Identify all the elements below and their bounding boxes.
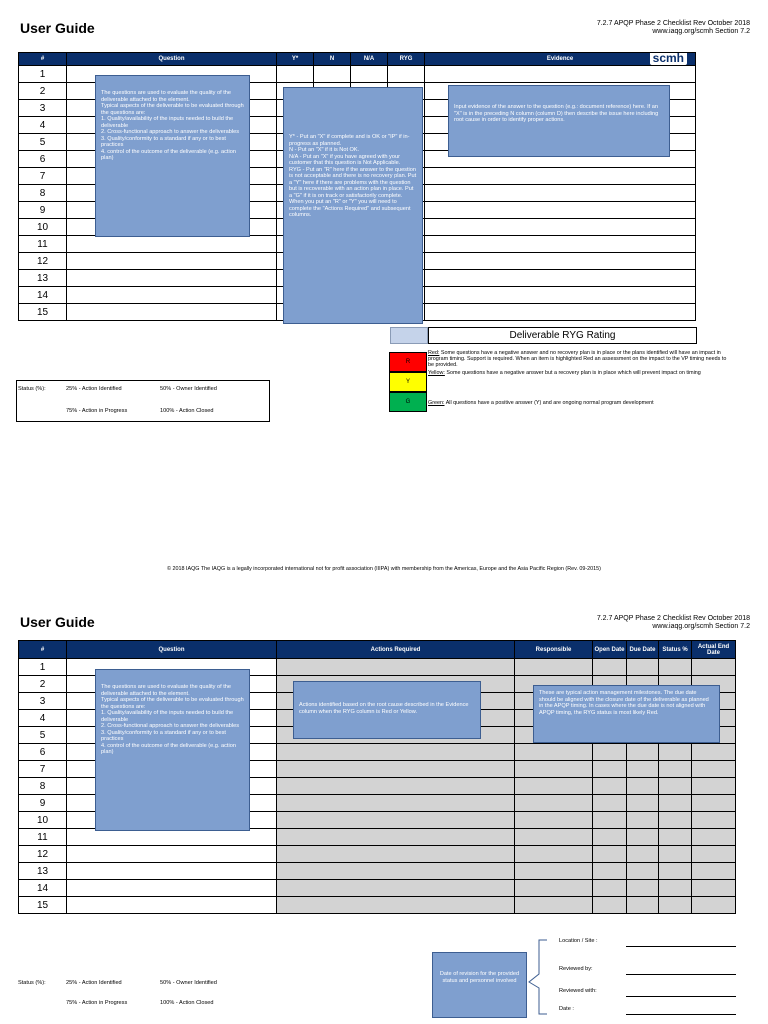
cell-evidence[interactable] [425,168,696,185]
cell-responsible[interactable] [515,812,593,829]
deliverable-ryg-rating-label: Deliverable RYG Rating [428,327,697,344]
cell-status[interactable] [659,863,692,880]
row-number: 7 [19,761,67,778]
row-number: 5 [19,134,67,151]
date-field[interactable] [626,1014,736,1015]
cell-question[interactable] [67,236,277,253]
cell-responsible[interactable] [515,897,593,914]
cell-actions-required[interactable] [277,812,515,829]
cell-actual-end-date[interactable] [692,744,736,761]
header-number: # [19,53,67,66]
cell-evidence[interactable] [425,304,696,321]
header-question: Question [67,53,277,66]
cell-due-date[interactable] [627,897,659,914]
row-number: 6 [19,151,67,168]
legend-text-r: Red: Some questions have a negative answer and no recovery plan is in place or the plans identified will have an impact in program timing. Support is required. When an item is highlighted Red an assessment on the impact to the VP timing needs to be provided. [428,350,727,368]
cell-open-date[interactable] [593,846,627,863]
page1-ref-line1: 7.2.7 APQP Phase 2 Checklist Rev October 2018 [596,20,750,27]
cell-ryg[interactable] [388,66,425,83]
cell-question[interactable] [67,829,277,846]
callout-actions-help: Actions identified based on the root cause described in the Evidence column when the RYG column is Red or Yellow. [293,681,481,739]
cell-actions-required[interactable] [277,829,515,846]
row-number: 10 [19,812,67,829]
cell-actual-end-date[interactable] [692,812,736,829]
cell-question[interactable] [67,253,277,270]
page1-status-box [16,380,270,422]
action-row [19,880,736,897]
cell-responsible[interactable] [515,880,593,897]
row-number: 8 [19,778,67,795]
cell-actions-required[interactable] [277,863,515,880]
row-number: 2 [19,83,67,100]
cell-responsible[interactable] [515,761,593,778]
cell-due-date[interactable] [627,659,659,676]
reviewed-by-label: Reviewed by: [559,966,593,972]
action-row [19,897,736,914]
cell-due-date[interactable] [627,846,659,863]
cell-evidence[interactable] [425,219,696,236]
cell-question[interactable] [67,287,277,304]
cell-evidence[interactable] [425,66,696,83]
cell-status[interactable] [659,897,692,914]
legend-swatch-y: Y [389,372,427,392]
row-number: 9 [19,202,67,219]
cell-actual-end-date[interactable] [692,863,736,880]
callout-revision-help: Date of revision for the provided status and personnel involved [432,952,527,1018]
header-yes: Y* [277,53,314,66]
cell-responsible[interactable] [515,744,593,761]
row-number: 1 [19,66,67,83]
callout-milestones-help: These are typical action management milestones. The due date should be aligned with the closure date of the deliverable as planned in the APQP timing. In cases where the due date is not aligned with APQP timing, the RYG status is most likely Red. [533,685,720,743]
row-number: 1 [19,659,67,676]
cell-responsible[interactable] [515,863,593,880]
cell-question[interactable] [67,863,277,880]
row-number: 5 [19,727,67,744]
page2-ref-line1: 7.2.7 APQP Phase 2 Checklist Rev October 2018 [596,615,750,622]
cell-evidence[interactable] [425,236,696,253]
page2-status-25: 25% - Action Identified [66,980,122,986]
cell-actions-required[interactable] [277,761,515,778]
cell-actual-end-date[interactable] [692,846,736,863]
row-number: 4 [19,117,67,134]
page2-status-100: 100% - Action Closed [160,1000,214,1006]
date-label: Date : [559,1006,574,1012]
scmh-logo: scmh [650,53,687,66]
cell-status[interactable] [659,795,692,812]
row-number: 9 [19,795,67,812]
header2-due-date: Due Date [627,641,659,659]
row-number: 7 [19,168,67,185]
cell-actions-required[interactable] [277,897,515,914]
action-row [19,863,736,880]
header2-responsible: Responsible [515,641,593,659]
row-number: 3 [19,693,67,710]
cell-due-date[interactable] [627,795,659,812]
cell-evidence[interactable] [425,185,696,202]
action-row [19,846,736,863]
page2-status-label: Status (%): [18,980,46,986]
cell-due-date[interactable] [627,812,659,829]
cell-due-date[interactable] [627,863,659,880]
cell-responsible[interactable] [515,778,593,795]
cell-open-date[interactable] [593,897,627,914]
cell-due-date[interactable] [627,880,659,897]
row-number: 12 [19,253,67,270]
cell-question[interactable] [67,270,277,287]
cell-na[interactable] [351,66,388,83]
cell-actual-end-date[interactable] [692,897,736,914]
cell-open-date[interactable] [593,829,627,846]
cell-actual-end-date[interactable] [692,829,736,846]
header2-actions-required: Actions Required [277,641,515,659]
cell-evidence[interactable] [425,287,696,304]
cell-question[interactable] [67,897,277,914]
row-number: 12 [19,846,67,863]
location-site-label: Location / Site : [559,938,598,944]
cell-open-date[interactable] [593,812,627,829]
callout-questions-help: The questions are used to evaluate the quality of the deliverable attached to the element. Typical aspects of the deliverable to be evaluated through the questions are: 1. Quality/availability of the inputs needed to build the deliverable 2. Cross-functional approach to answer the deliverables 3. Quality/conformity to a standard if any or to best practices 4. control of the outcome of the deliverable (e.g. action plan) [95,75,250,237]
page1-ref-line2: www.iaqg.org/scmh Section 7.2 [652,28,750,35]
cell-actual-end-date[interactable] [692,795,736,812]
cell-status[interactable] [659,744,692,761]
cell-question[interactable] [67,304,277,321]
cell-status[interactable] [659,659,692,676]
reviewed-by-field[interactable] [626,974,736,975]
cell-responsible[interactable] [515,846,593,863]
cell-actions-required[interactable] [277,880,515,897]
cell-status[interactable] [659,829,692,846]
cell-evidence[interactable] [425,270,696,287]
cell-actions-required[interactable] [277,846,515,863]
row-number: 14 [19,880,67,897]
cell-status[interactable] [659,812,692,829]
cell-actions-required[interactable] [277,778,515,795]
review-bracket [527,938,549,1016]
action-row [19,829,736,846]
reviewed-with-label: Reviewed with: [559,988,597,994]
row-number: 11 [19,829,67,846]
row-number: 11 [19,236,67,253]
row-number: 13 [19,863,67,880]
cell-open-date[interactable] [593,659,627,676]
row-number: 8 [19,185,67,202]
cell-actual-end-date[interactable] [692,659,736,676]
cell-open-date[interactable] [593,761,627,778]
header-ryg: RYG [388,53,425,66]
cell-actions-required[interactable] [277,659,515,676]
cell-open-date[interactable] [593,778,627,795]
header-na: N/A [351,53,388,66]
row-number: 6 [19,744,67,761]
cell-actual-end-date[interactable] [692,761,736,778]
page1-status-50: 50% - Owner Identified [160,386,217,392]
cell-open-date[interactable] [593,880,627,897]
page2-title: User Guide [20,614,95,630]
ryg-rating-cell[interactable] [390,327,428,344]
cell-status[interactable] [659,778,692,795]
page2-header-row [19,641,736,659]
cell-evidence[interactable] [425,253,696,270]
cell-status[interactable] [659,846,692,863]
header2-question: Question [67,641,277,659]
callout2-questions-help: The questions are used to evaluate the quality of the deliverable attached to the element. Typical aspects of the deliverable to be evaluated through the questions are: 1. Quality/availability of the inputs needed to build the deliverable 2. Cross-functional approach to answer the deliverables 3. Quality/conformity to a standard if any or to best practices 4. control of the outcome of the deliverable (e.g. action plan) [95,669,250,831]
cell-actual-end-date[interactable] [692,778,736,795]
cell-due-date[interactable] [627,829,659,846]
cell-responsible[interactable] [515,795,593,812]
cell-actions-required[interactable] [277,795,515,812]
cell-actions-required[interactable] [277,744,515,761]
legend-text-y: Yellow: Some questions have a negative answer but a recovery plan is in place which will prevent impact on timing [428,370,701,376]
cell-no[interactable] [314,66,351,83]
location-site-field[interactable] [626,946,736,947]
header2-actual-end-date: Actual End Date [692,641,736,659]
page1-title: User Guide [20,20,95,36]
row-number: 14 [19,287,67,304]
page1-status-75: 75% - Action in Progress [66,408,128,414]
cell-actual-end-date[interactable] [692,880,736,897]
page1-header-row [19,53,696,66]
row-number: 15 [19,897,67,914]
cell-status[interactable] [659,880,692,897]
cell-open-date[interactable] [593,863,627,880]
cell-evidence[interactable] [425,202,696,219]
row-number: 10 [19,219,67,236]
page1-reference [597,20,750,36]
cell-status[interactable] [659,761,692,778]
cell-yes[interactable] [277,66,314,83]
cell-responsible[interactable] [515,829,593,846]
row-number: 15 [19,304,67,321]
callout-ryg-help: Y* - Put an "X" if complete and is OK or "IP" if in-progress as planned. N - Put an "X" if it is Not OK. N/A - Put an "X" if you have agreed with your customer that this question is Not Applicable. RYG - Put an "R" here if the answer to the question is not acceptable and there is no recovery plan. Put a "Y" here if there are problems with the question but is recoverable with an action plan in place. Put a "G" if it is on track or satisfactorily complete. When you put an "R" or "Y" you will need to complete the "Actions Required" and subsequent columns. [283,87,423,324]
legend-swatch-g: G [389,392,427,412]
callout-evidence-help: Input evidence of the answer to the question (e.g.: document reference) here. If an "X" is in the preceding N column (column D) then describe the issue here including root cause in order to identify proper actions. [448,85,670,157]
page2-reference [597,615,750,631]
cell-responsible[interactable] [515,659,593,676]
cell-open-date[interactable] [593,744,627,761]
cell-question[interactable] [67,880,277,897]
page1-status-100: 100% - Action Closed [160,408,214,414]
row-number: 4 [19,710,67,727]
page2-status-75: 75% - Action in Progress [66,1000,128,1006]
header2-open-date: Open Date [593,641,627,659]
legend-text-g: Green: All questions have a positive answer (Y) and are ongoing normal program development [428,400,654,406]
cell-due-date[interactable] [627,744,659,761]
page1-status-label: Status (%): [18,386,46,392]
row-number: 3 [19,100,67,117]
cell-due-date[interactable] [627,761,659,778]
header2-number: # [19,641,67,659]
header-evidence: Evidence scmh [425,53,696,66]
page2-ref-line2: www.iaqg.org/scmh Section 7.2 [652,623,750,630]
reviewed-with-field[interactable] [626,996,736,997]
legend-swatch-r: R [389,352,427,372]
page1-copyright: © 2018 IAQG The IAQG is a legally incorporated international not for profit association (IIIPA) with membership from the Americas, Europe and the Asia Pacific Region (Rev. 09-2015) [167,566,601,572]
page2-status-50: 50% - Owner Identified [160,980,217,986]
cell-question[interactable] [67,846,277,863]
cell-open-date[interactable] [593,795,627,812]
row-number: 2 [19,676,67,693]
page1-status-25: 25% - Action Identified [66,386,122,392]
header2-status: Status % [659,641,692,659]
header-no: N [314,53,351,66]
row-number: 13 [19,270,67,287]
cell-due-date[interactable] [627,778,659,795]
